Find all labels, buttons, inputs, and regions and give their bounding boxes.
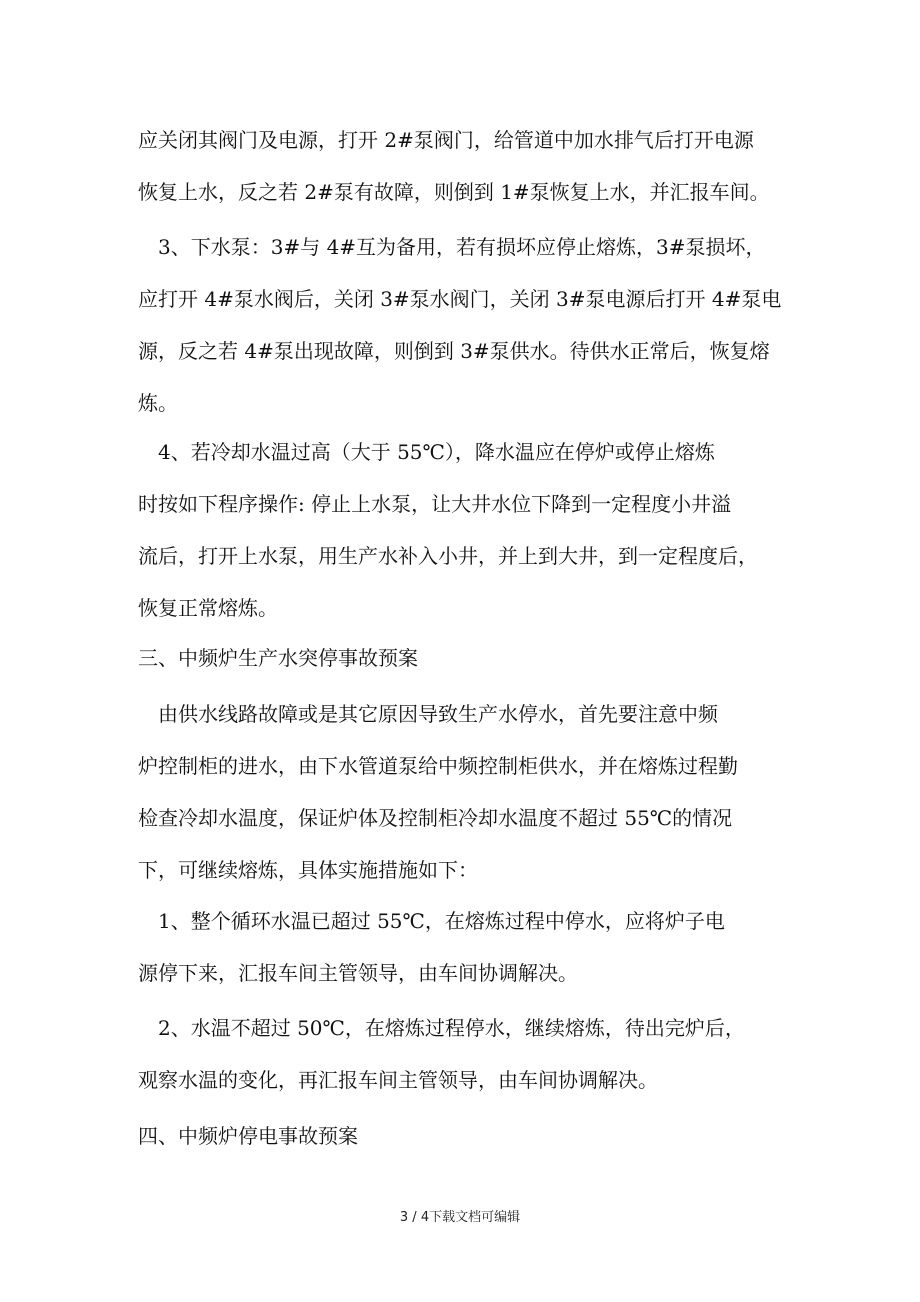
text-line: 1、整个循环水温已超过 55℃，在熔炼过程中停水，应将炉子电 bbox=[138, 909, 725, 933]
text-line: 炉控制柜的进水，由下水管道泵给中频控制柜供水，并在熔炼过程勤 bbox=[138, 754, 738, 778]
text-line: 下，可继续熔炼，具体实施措施如下： bbox=[138, 858, 478, 882]
paragraph-water-temperature bbox=[138, 426, 798, 634]
section-heading-3: 三、中频炉生产水突停事故预案 bbox=[138, 646, 418, 670]
text-line: 源停下来，汇报车间主管领导，由车间协调解决。 bbox=[138, 961, 578, 985]
text-line: 4、若冷却水温过高（大于 55℃），降水温应在停炉或停止熔炼 bbox=[138, 440, 715, 464]
paragraph-production-water-stop bbox=[138, 688, 798, 896]
text-line: 应打开 4#泵水阀后，关闭 3#泵水阀门，关闭 3#泵电源后打开 4#泵电 bbox=[138, 287, 782, 311]
paragraph-lower-pump bbox=[138, 221, 798, 429]
text-line: 观察水温的变化，再汇报车间主管领导，由车间协调解决。 bbox=[138, 1068, 658, 1092]
paragraph-measure-2 bbox=[138, 1002, 798, 1106]
text-line: 2、水温不超过 50℃，在熔炼过程停水，继续熔炼，待出完炉后， bbox=[138, 1016, 745, 1040]
text-line: 时按如下程序操作: 停止上水泵，让大井水位下降到一定程度小井溢 bbox=[138, 492, 732, 516]
text-line: 由供水线路故障或是其它原因导致生产水停水，首先要注意中频 bbox=[138, 702, 718, 726]
text-line: 3、下水泵：3#与 4#互为备用，若有损坏应停止熔炼，3#泵损坏， bbox=[138, 235, 766, 259]
text-line: 应关闭其阀门及电源，打开 2#泵阀门，给管道中加水排气后打开电源 bbox=[138, 128, 754, 152]
text-line: 检查冷却水温度，保证炉体及控制柜冷却水温度不超过 55℃的情况 bbox=[138, 806, 733, 830]
paragraph-pump-switch bbox=[138, 114, 798, 218]
text-line: 流后，打开上水泵，用生产水补入小井，并上到大井，到一定程度后， bbox=[138, 544, 758, 568]
text-line: 恢复上水，反之若 2#泵有故障，则倒到 1#泵恢复上水，并汇报车间。 bbox=[138, 180, 770, 204]
text-line: 源，反之若 4#泵出现故障，则倒到 3#泵供水。待供水正常后，恢复熔 bbox=[138, 339, 770, 363]
text-line: 恢复正常熔炼。 bbox=[138, 596, 278, 620]
page-footer: 3 / 4下载文档可编辑 bbox=[399, 1210, 521, 1225]
text-line: 炼。 bbox=[138, 391, 178, 415]
section-heading-4: 四、中频炉停电事故预案 bbox=[138, 1124, 358, 1148]
paragraph-measure-1 bbox=[138, 895, 798, 999]
